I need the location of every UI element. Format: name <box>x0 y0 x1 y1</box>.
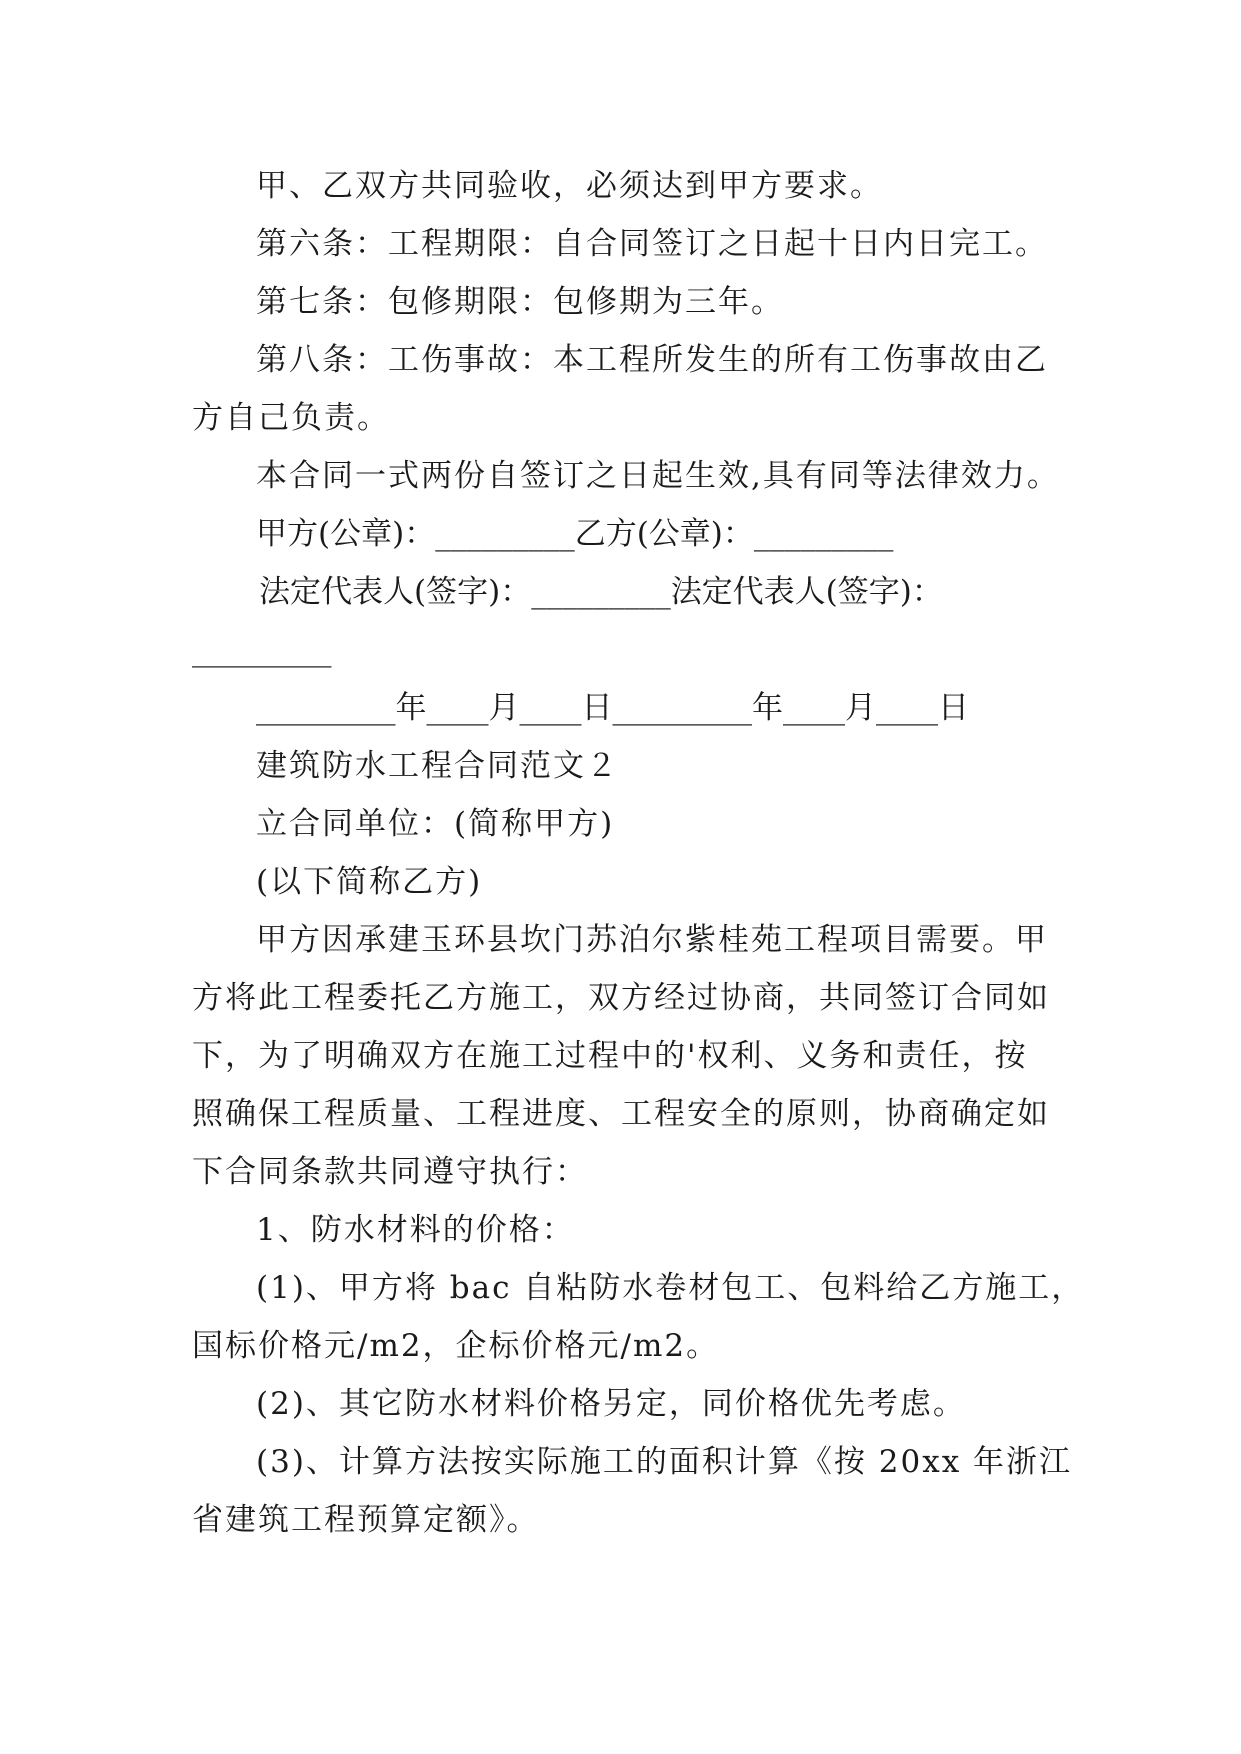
paragraph-line: 甲、乙双方共同验收，必须达到甲方要求。 <box>256 168 883 204</box>
article-eight-line: 第八条：工伤事故：本工程所发生的所有工伤事故由乙 <box>256 342 1048 378</box>
party-b-line: (以下简称乙方) <box>256 864 483 900</box>
section-title: 建筑防水工程合同范文２ <box>256 748 619 784</box>
party-a-line: 立合同单位：(简称甲方) <box>256 806 615 842</box>
effectiveness-line: 本合同一式两份自签订之日起生效,具有同等法律效力。 <box>256 458 1060 494</box>
article-seven-line: 第七条：包修期限：包修期为三年。 <box>256 284 784 320</box>
paragraph-line: 照确保工程质量、工程进度、工程安全的原则，协商确定如 <box>192 1096 1050 1132</box>
clause-3-line: 省建筑工程预算定额》。 <box>192 1502 540 1538</box>
paragraph-line: 下合同条款共同遵守执行： <box>192 1154 588 1190</box>
paragraph-line: 方将此工程委托乙方施工，双方经过协商，共同签订合同如 <box>192 980 1050 1016</box>
paragraph-line: 甲方因承建玉环县坎门苏泊尔紫桂苑工程项目需要。甲 <box>256 922 1048 958</box>
date-line: _________年____月____日_________年____月____日 <box>256 690 969 726</box>
clause-2-line: (2)、其它防水材料价格另定，同价格优先考虑。 <box>256 1386 966 1422</box>
paragraph-line: 下，为了明确双方在施工过程中的'权利、义务和责任，按 <box>192 1038 1028 1074</box>
representative-signature-line: 法定代表人(签字)：_________法定代表人(签字)： <box>259 574 943 610</box>
material-price-heading: 1、防水材料的价格： <box>256 1212 575 1248</box>
seal-signature-line: 甲方(公章)：_________乙方(公章)：_________ <box>256 516 894 552</box>
paragraph-line: 方自己负责。 <box>192 400 390 436</box>
clause-3-line: (3)、计算方法按实际施工的面积计算《按 20xx 年浙江 <box>256 1444 1073 1480</box>
signature-blank-line: _________ <box>192 632 332 668</box>
clause-1-line: (1)、甲方将 bac 自粘防水卷材包工、包料给乙方施工， <box>256 1270 1085 1306</box>
clause-1-line: 国标价格元/m2，企标价格元/m2。 <box>192 1328 720 1364</box>
article-six-line: 第六条：工程期限：自合同签订之日起十日内日完工。 <box>256 226 1048 262</box>
